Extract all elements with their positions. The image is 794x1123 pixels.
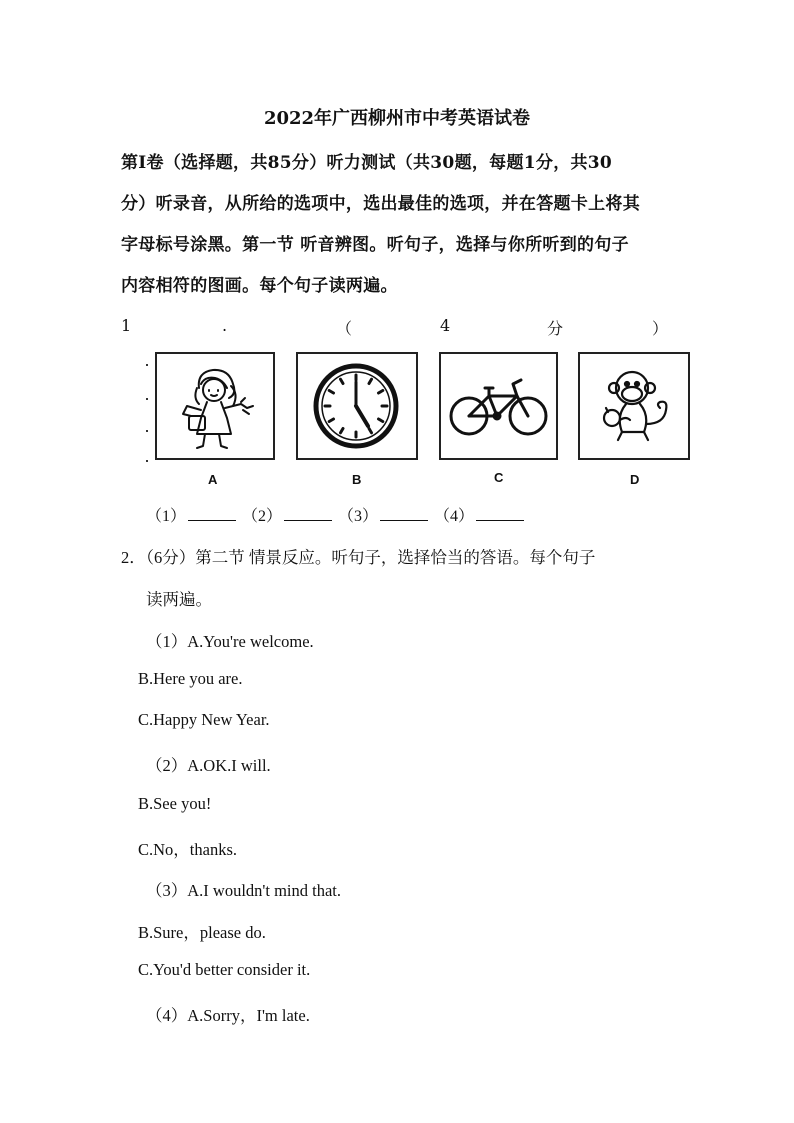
q1-score: 4 [440,316,451,335]
picture-d [578,352,690,460]
picture-c-label: C [494,470,504,485]
intro-line-3: 字母标号涂黑。第一节 听音辨图。听句子，选择与你所听到的句子 [121,235,629,255]
q2-option-2b: B.See you! [138,794,212,813]
intro-line-2: 分）听录音，从所给的选项中，选出最佳的选项，并在答题卡上将其 [121,194,640,214]
page-title: 2022年广西柳州市中考英语试卷 [263,108,531,129]
bicycle-icon [441,354,556,458]
answer-blanks-row [146,503,526,526]
q2-option-3c: C.You'd better consider it. [138,960,311,979]
q2-option-4a: （4）A.Sorry，I'm late. [146,1006,310,1025]
q2-option-1a: （1）A.You're welcome. [146,632,314,651]
picture-a-label: A [208,472,218,487]
clock-icon [298,354,416,458]
q2-option-2c: C.No，thanks. [138,840,237,859]
picture-b [296,352,418,460]
answer-blank-2[interactable] [284,506,332,521]
q2-option-2a: （2）A.OK.I will. [146,756,271,775]
blank-label-2: （2） [242,508,283,525]
q2-option-1c: C.Happy New Year. [138,710,270,729]
q2-option-1b: B.Here you are. [138,669,243,688]
margin-dot [146,460,148,462]
monkey-icon [580,354,688,458]
q1-dot: . [222,316,228,335]
q1-unit: 分 [547,319,564,338]
q1-paren-close: ） [652,319,669,338]
blank-label-1: （1） [146,508,187,525]
q2-option-3a: （3）A.I wouldn't mind that. [146,881,342,900]
margin-dot [146,398,148,400]
picture-c [439,352,558,460]
answer-blank-1[interactable] [188,506,236,521]
q2-header: 2．（6分）第二节 情景反应。听句子，选择恰当的答语。每个句子 [121,548,596,567]
picture-b-label: B [352,472,362,487]
picture-d-label: D [630,472,640,487]
girl-icon [157,354,273,458]
intro-line-4: 内容相符的图画。每个句子读两遍。 [121,276,398,296]
blank-label-3: （3） [338,508,379,525]
margin-dot [146,430,148,432]
q1-paren-open: （ [336,319,353,338]
picture-a [155,352,275,460]
margin-dot [146,364,148,366]
answer-blank-3[interactable] [380,506,428,521]
q1-number: 1 [121,316,132,335]
q2-header-cont: 读两遍。 [146,590,212,609]
blank-label-4: （4） [434,508,475,525]
answer-blank-4[interactable] [476,506,524,521]
q2-option-3b: B.Sure，please do. [138,923,266,942]
intro-line-1: 第Ⅰ卷（选择题，共85分）听力测试（共30题，每题1分，共30 [121,153,613,173]
